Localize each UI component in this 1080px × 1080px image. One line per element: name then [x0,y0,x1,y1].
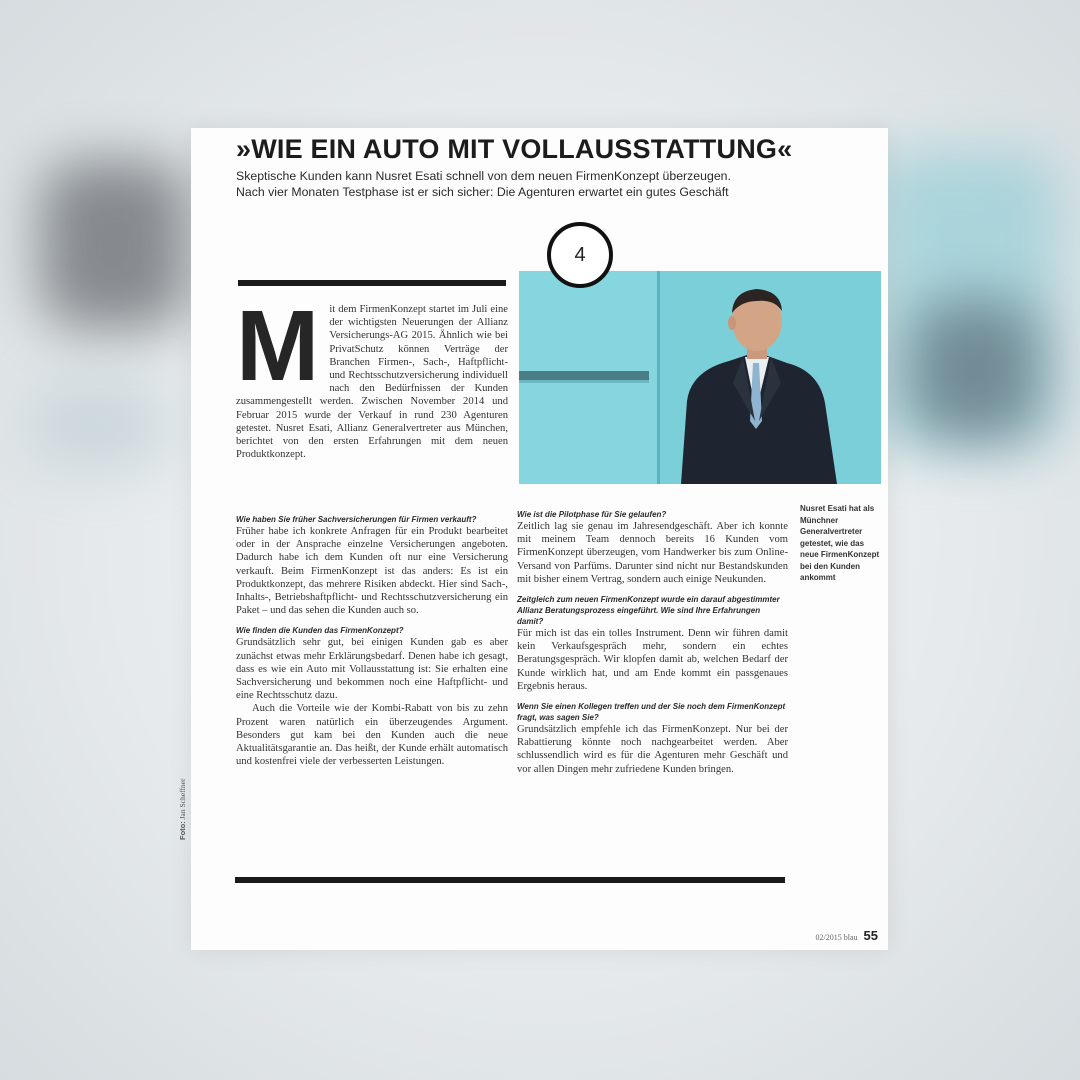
subheadline-line: Nach vier Monaten Testphase ist er sich sicher: Die Agenturen erwartet ein gutes Geschäft [236,185,729,199]
interview-question: Wie haben Sie früher Sachversicherungen für Firmen verkauft? [236,515,477,524]
interview-column-middle [517,509,788,784]
interview-question: Wie ist die Pilotphase für Sie gelaufen? [517,510,667,519]
qa-item [517,509,788,586]
top-rule [238,280,506,286]
interview-answer-continued: Auch die Vorteile wie der Kombi-Rabatt von bis zu zehn Prozent waren natürlich ein überzeugendes Argument. Besonders gut kam bei den Kunden auch die neue Aktualitätsgarantie an. Das heißt, der Kunde erhält automatisch und kostenfrei viele der verbesserten Leistungen. [236,703,508,768]
section-number-badge: 4 [547,222,613,288]
interview-answer: Grundsätzlich sehr gut, bei einigen Kunden gab es aber zunächst etwas mehr Erklärungsbedarf. Denen habe ich gesagt, dass es wie ein Auto mit Vollausstattung ist: Sie erhalten eine Sachversicherung und bekommen noch eine Haftpflicht- und eine Rechtsschutz dazu. [236,637,508,702]
interview-question: Zeitgleich zum neuen FirmenKonzept wurde ein darauf abgestimmter Allianz Beratungsprozess eingeführt. Wie sind Ihre Erfahrungen damit? [517,595,780,627]
interview-answer: Für mich ist das ein tolles Instrument. Denn wir führen damit kein Verkaufsgespräch mehr, sondern ein echtes Beratungsgespräch. Wir klopfen damit ab, welchen Bedarf der Kunde wirklich hat, und am Ende kommt ein passgenaues Ergebnis heraus. [517,628,788,692]
page-footer [816,928,878,943]
intro-text: it dem FirmenKonzept startet im Juli eine der wichtigsten Neuerungen der Allianz Versicherungs-AG 2015. Ähnlich wie bei PrivatSchutz können Verträge der Branchen Firmen-, Sach-, Haftpflicht- und Rechtsschutzversicherung individuell nach den Bedürfnissen der Kunden zusammengestellt werden. Zwischen November 2014 und Februar 2015 wurde der Verkauf in rund 230 Agenturen getestet. Nusret Esati, Allianz Generalvertreter aus München, berichtet von den ersten Erfahrungen mit dem neuen Produktkonzept. [236,304,508,461]
background-blur-left-lower [30,380,170,470]
photo-credit-name: Jan Scheffner [178,778,187,820]
qa-item [236,514,508,617]
interview-answer: Zeitlich lag sie genau im Jahresendgeschäft. Aber ich konnte mit meinem Team dennoch bereits 16 Kunden vom FirmenKonzept überzeugen, vom Handwerker bis zum Online-Versand von Parfüms. Darunter sind nicht nur Bestandskunden mit bisher einem Vertrag, sondern auch einige Neukunden. [517,521,788,585]
interview-answer: Früher habe ich konkrete Anfragen für ein Produkt bearbeitet oder in der Ansprache einzelne Versicherungen angeboten. Dadurch habe ich dem Kunden oft nur eine Versicherung verkauft. Beim FirmenKonzept ist das anders: Es ist ein Produktkonzept, das mehrere Risiken abdeckt. Hier sind Sach-, Inhalts-, Betriebshaftpflicht- und Rechtsschutzversicherung ein Paket – und das sehen die Kunden auch so. [236,526,508,617]
interview-question: Wie finden die Kunden das FirmenKonzept? [236,626,404,636]
qa-item [517,594,788,693]
magazine-page [178,128,888,950]
background-blur-left [40,160,190,330]
drop-cap: M [236,290,320,402]
issue-label: 02/2015 blau [815,933,858,942]
photo-caption: Nusret Esati hat als Münchner Generalvertreter getestet, wie das neue FirmenKonzept bei den Kunden ankommt [800,504,880,582]
background-blur-right-dark [910,300,1040,440]
interview-answer: Grundsätzlich empfehle ich das FirmenKonzept. Nur bei der Rabattierung könnte noch nachgearbeitet werden. Aber schlussendlich wird es für die Agenturen mehr Geschäft und vor allen Dingen mehr zufriedene Kunden bringen. [517,724,788,775]
page-number: 55 [863,928,878,943]
intro-paragraph [236,290,508,461]
photo-credit-label: Foto: [178,821,187,840]
qa-item [517,701,788,776]
qa-item [236,625,508,768]
interview-column-left [236,514,508,776]
photo-credit [178,778,187,840]
article-subheadline [236,168,876,200]
portrait-photo [519,271,881,484]
portrait-illustration [519,271,881,484]
bottom-rule [235,877,785,883]
article-headline: »WIE EIN AUTO MIT VOLLAUSSTATTUNG« [236,134,793,164]
subheadline-line: Skeptische Kunden kann Nusret Esati schnell von dem neuen FirmenKonzept überzeugen. [236,169,731,183]
interview-question: Wenn Sie einen Kollegen treffen und der Sie noch dem FirmenKonzept fragt, was sagen Sie? [517,702,786,723]
